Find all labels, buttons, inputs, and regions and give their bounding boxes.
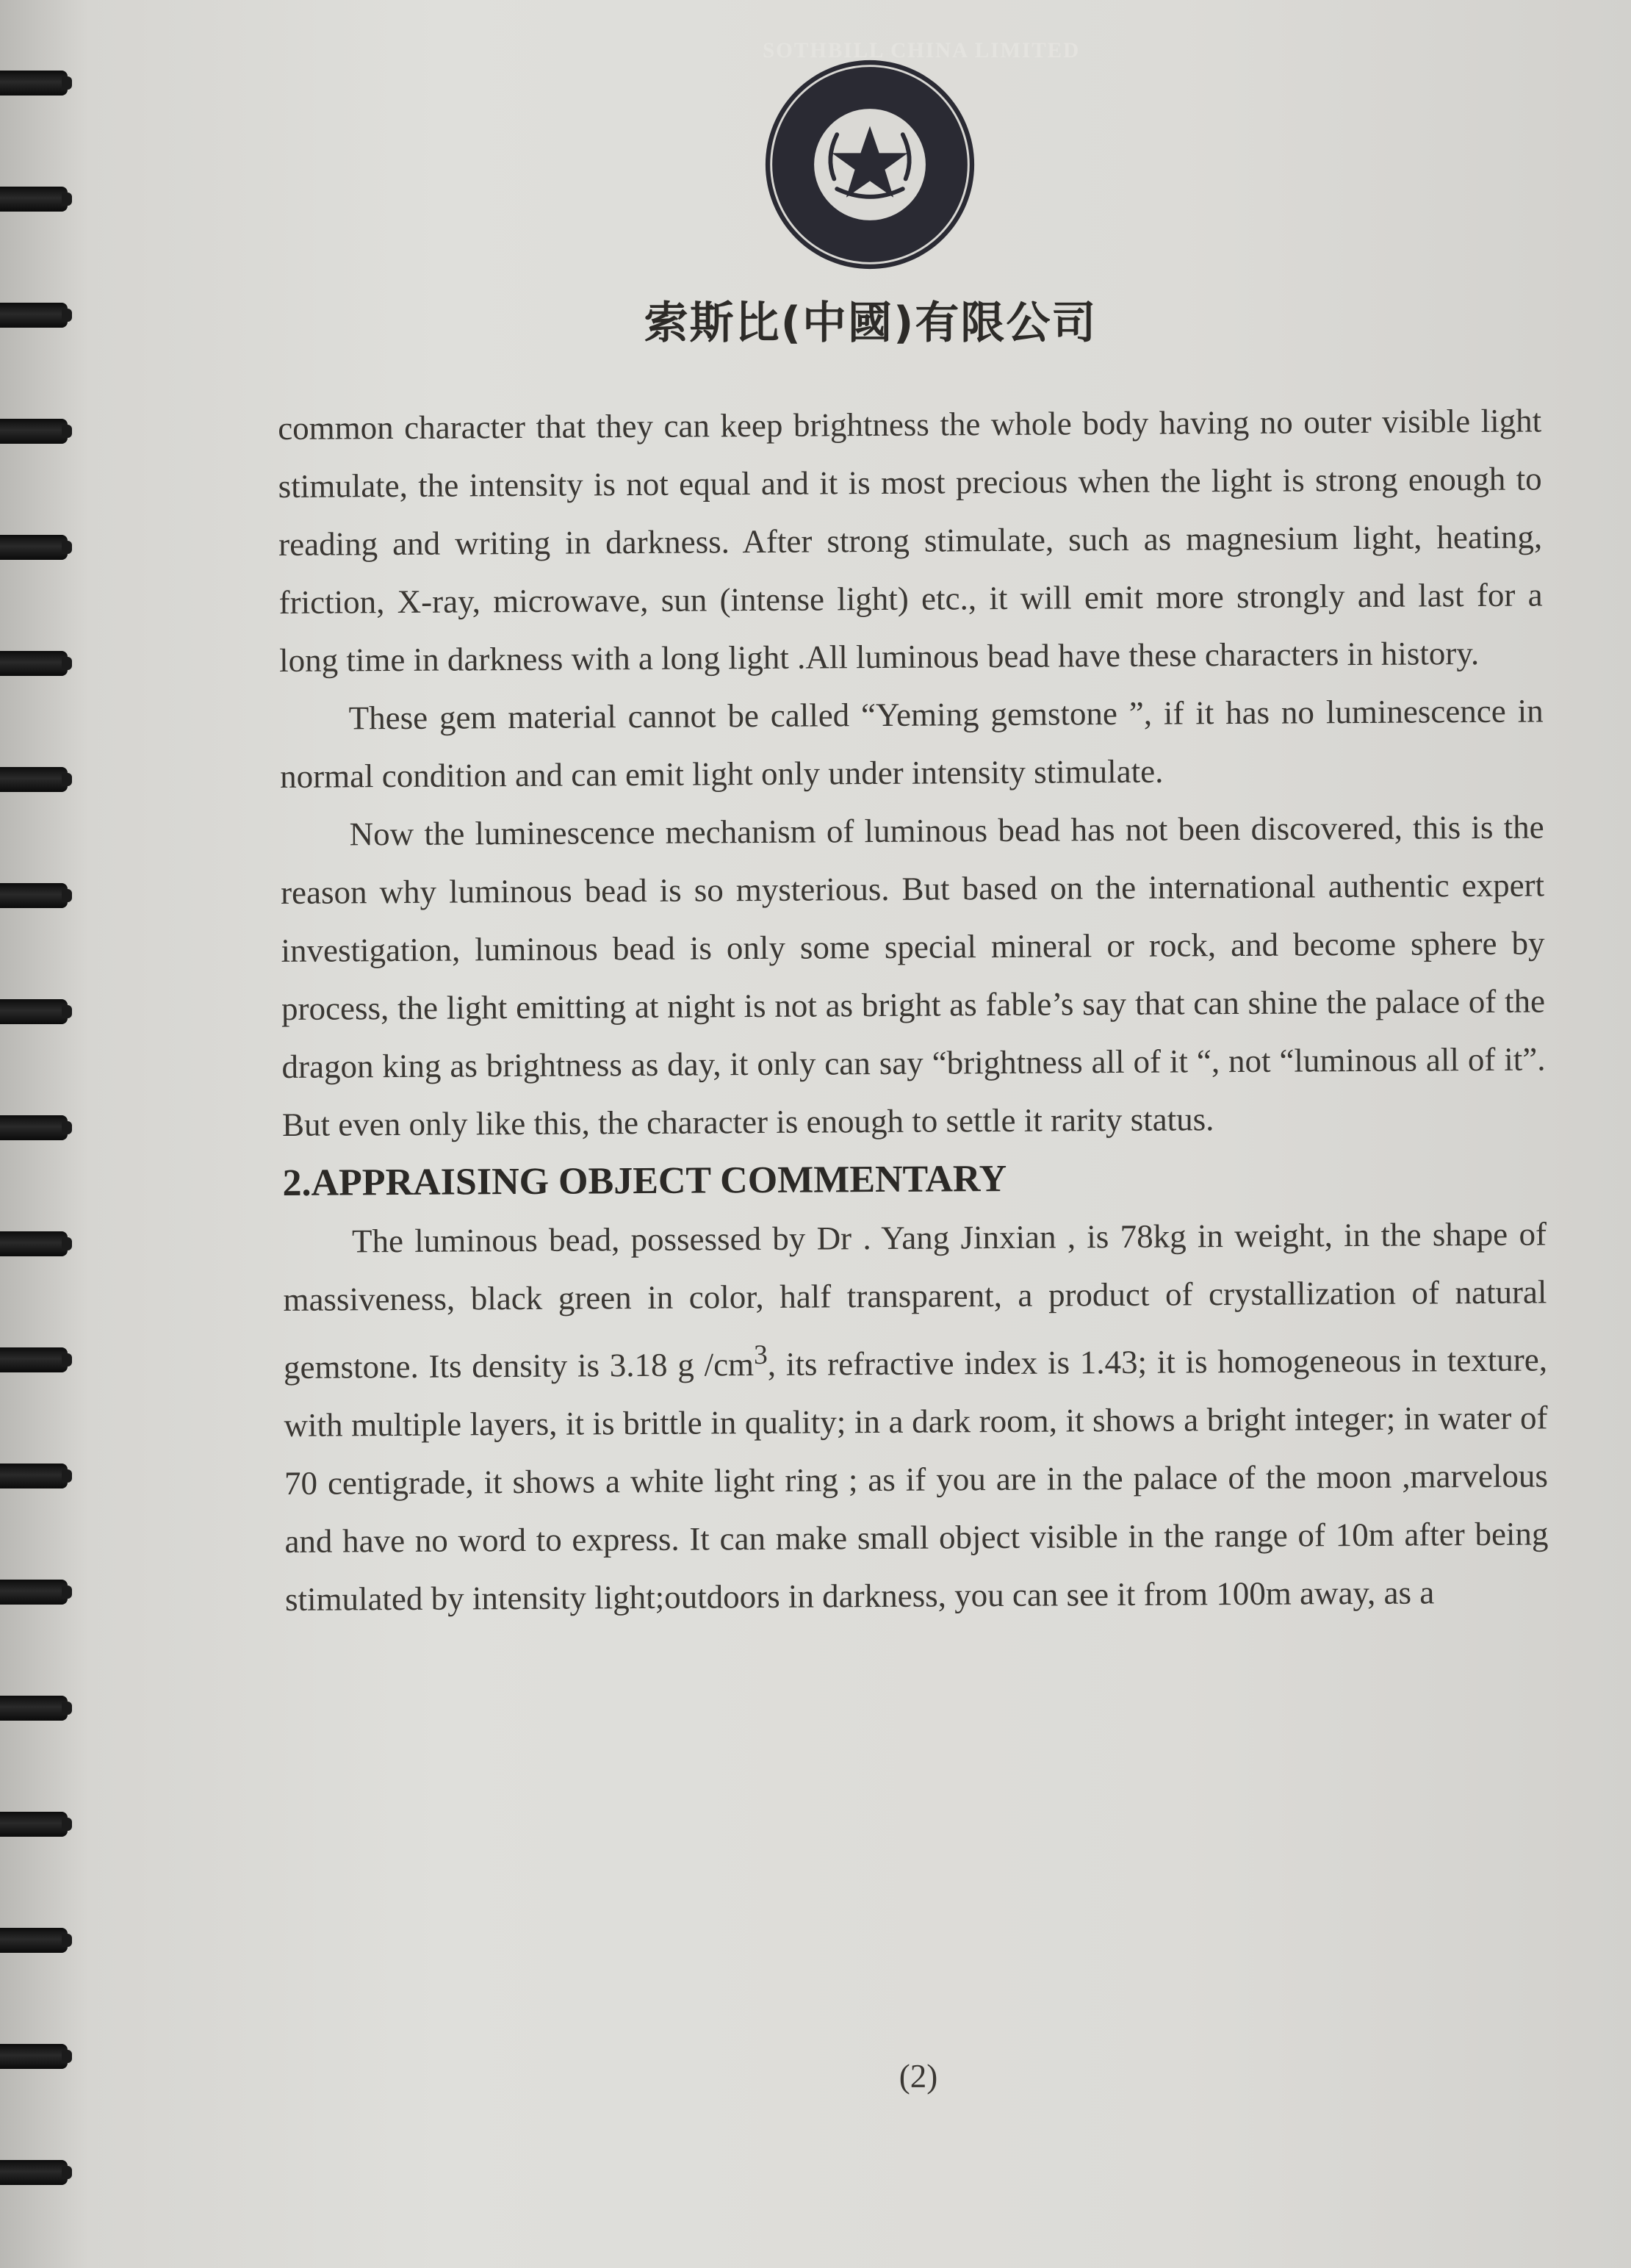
binding-coil bbox=[0, 2160, 68, 2185]
binding-coil bbox=[0, 999, 68, 1024]
spiral-binding bbox=[0, 0, 73, 2268]
binding-coil bbox=[0, 2044, 68, 2069]
paragraph-1: common character that they can keep brightness the whole body having no outer visible light stimulate, the intensity is not equal and it is most precious when the light is strong enough to reading and writing in darkness. After strong stimulate, such as magnesium light, heating, friction, X-ray, microwave, sun (intense light) etc., it will emit more strongly and last for a long time in darkness with a long light .All luminous bead have these characters in history. bbox=[278, 402, 1543, 679]
binding-coil bbox=[0, 1812, 68, 1837]
document-page bbox=[73, 0, 1631, 2268]
binding-coil bbox=[0, 883, 68, 908]
paragraph-3: Now the luminescence mechanism of luminous bead has not been discovered, this is the reason why luminous bead is so mysterious. But based on the international authentic expert investigation, luminous bead is only some special mineral or rock, and become sphere by process, the light emitting at night is not as bright as fable’s say that can shine the palace of the dragon king as brightness as day, it only can say “brightness all of it “, not “luminous all of it”. But even only like this, the character is enough to settle it rarity status. bbox=[280, 808, 1546, 1143]
binding-coil bbox=[0, 303, 68, 328]
superscript-3: 3 bbox=[753, 1339, 768, 1371]
binding-coil bbox=[0, 1580, 68, 1605]
section-heading: 2.APPRAISING OBJECT COMMENTARY bbox=[282, 1157, 1007, 1204]
binding-coil bbox=[0, 1115, 68, 1140]
binding-coil bbox=[0, 1347, 68, 1372]
binding-coil bbox=[0, 71, 68, 96]
company-name-chinese: 索斯比(中國)有限公司 bbox=[644, 298, 1098, 349]
binding-coil bbox=[0, 535, 68, 560]
binding-coil bbox=[0, 187, 68, 212]
binding-coil bbox=[0, 419, 68, 444]
logo-ring-text: SOTHBILL CHINA LIMITED bbox=[763, 39, 1081, 62]
paragraph-4-text-a: The luminous bead, possessed by Dr . Yang Jinxian , is 78kg in weight, in the shape of massiveness, black green in color, half transparent, a product of crystallization of natural gemstone. Its density is 3.18 g /cm bbox=[283, 1215, 1547, 1386]
body-text bbox=[278, 392, 1549, 1628]
paragraph-4-text-b: , its refractive index is 1.43; it is homogeneous in texture, with multiple layers, it is brittle in quality; in a dark room, it shows a bright integer; in water of 70 centigrade, it shows a white light ring ; as if you are in the palace of the moon ,marvelous and have no word to express. It can make small object visible in the range of 10m after being stimulated by intensity light;outdoors in darkness, you can see it from 100m away, as a bbox=[284, 1341, 1549, 1618]
company-logo bbox=[763, 39, 1081, 272]
binding-coil bbox=[0, 1464, 68, 1488]
binding-coil bbox=[0, 651, 68, 676]
binding-coil bbox=[0, 767, 68, 792]
binding-coil bbox=[0, 1928, 68, 1953]
paragraph-4 bbox=[283, 1205, 1549, 1628]
page-number: (2) bbox=[899, 2058, 938, 2095]
binding-coil bbox=[0, 1696, 68, 1721]
binding-coil bbox=[0, 1231, 68, 1256]
paragraph-2: These gem material cannot be called “Yeming gemstone ”, if it has no luminescence in normal condition and can emit light only under intensity stimulate. bbox=[279, 692, 1544, 795]
